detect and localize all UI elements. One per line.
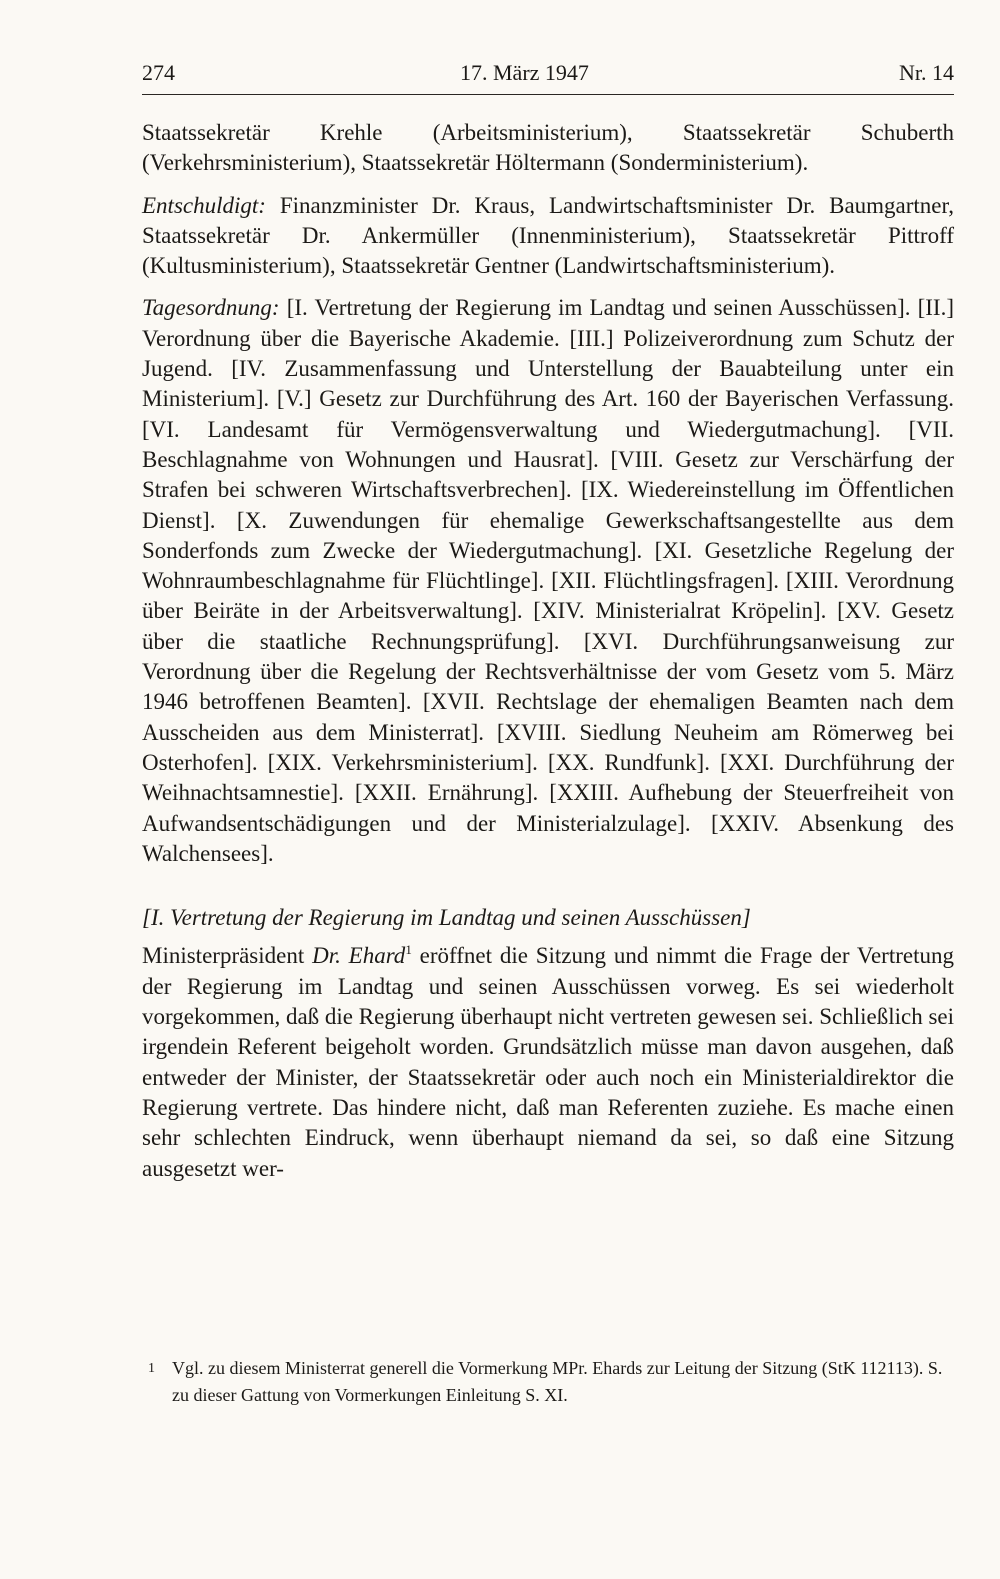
excused-paragraph: [142, 191, 954, 282]
section-heading-text: [I. Vertretung der Regierung im Landtag und seinen Ausschüssen]: [142, 905, 751, 931]
excused-label: Entschuldigt:: [142, 192, 266, 218]
speaker-name: Dr. Ehard: [312, 943, 406, 969]
header-rule: [142, 94, 954, 95]
agenda-text: [I. Vertretung der Regierung im Landtag und seinen Ausschüssen]. [II.] Verordnung über die Bayerische Akademie. [III.] Polizeiverordnung zum Schutz der Jugend. [IV. Zusammenfassung und Unterstellung der Bauabteilung unter ein Ministerium]. [V.] Gesetz zur Durchführung des Art. 160 der Bayerischen Verfassung. [VI. Landesamt für Vermögensverwaltung und Wiedergutmachung]. [VII. Beschlagnahme von Wohnungen und Hausrat]. [VIII. Gesetz zur Verschärfung der Strafen bei schweren Wirtschaftsverbrechen]. [IX. Wiedereinstellung im Öffentlichen Dienst]. [X. Zuwendungen für ehemalige Gewerkschaftsangestellte aus dem Sonderfonds zum Zwecke der Wiedergutmachung]. [XI. Gesetzliche Regelung der Wohnraumbeschlagnahme für Flüchtlinge]. [XII. Flüchtlingsfragen]. [XIII. Verordnung über Beiräte in der Arbeitsverwaltung]. [XIV. Ministerialrat Kröpelin]. [XV. Gesetz über die staatliche Rechnungsprüfung]. [XVI. Durchführungsanweisung zur Verordnung über die Regelung der Rechtsverhältnisse der vom Gesetz vom 5. März 1946 betroffenen Beamten]. [XVII. Rechtslage der ehemaligen Beamten nach dem Ausscheiden aus dem Ministerrat]. [XVIII. Siedlung Neuheim am Römerweg bei Osterhofen]. [XIX. Verkehrsministerium]. [XX. Rundfunk]. [XXI. Durchführung der Weihnachtsamnestie]. [XXII. Ernährung]. [XXIII. Aufhebung der Steuerfreiheit von Aufwandsentschädigungen und der Ministerialzulage]. [XXIV. Absenkung des Walchensees].: [142, 295, 955, 866]
excused-text: Finanzminister Dr. Kraus, Landwirtschaftsminister Dr. Baumgartner, Staatssekretär Dr. Ankermüller (Innenministerium), Staatssekretär Pittroff (Kultusministerium), Staatssekretär Gentner (Landwirtschaftsministerium).: [142, 192, 955, 279]
agenda-label: Tagesordnung:: [142, 295, 280, 321]
section-paragraph: [142, 941, 954, 1183]
section-text-after: eröffnet die Sitzung und nimmt die Frage der Vertretung der Regierung im Landtag und seinen Ausschüssen vorweg. Es sei wiederholt vorgekommen, daß die Regierung überhaupt nicht vertreten gewesen sei. Schließlich sei irgendein Referent beigeholt worden. Grundsätzlich müsse man davon ausgehen, daß entweder der Minister, der Staatssekretär oder auch noch ein Ministerialdirektor die Regierung vertrete. Das hindere nicht, daß man Referenten zuziehe. Es mache einen sehr schlechten Eindruck, wenn überhaupt niemand da sei, so daß eine Sitzung ausgesetzt wer-: [142, 943, 954, 1181]
header-date: 17. März 1947: [460, 60, 589, 85]
footnote-number: 1: [148, 1361, 155, 1376]
section-heading: [142, 903, 954, 933]
main-text: [142, 118, 954, 1196]
page-number: 274: [142, 60, 175, 85]
running-header: [142, 60, 954, 92]
section-text-before: Ministerpräsident: [142, 943, 313, 969]
footnote: [142, 1355, 954, 1409]
attendees-paragraph: [142, 118, 954, 179]
footnote-text: Vgl. zu diesem Ministerrat generell die Vormerkung MPr. Ehards zur Leitung der Sitzung (StK 112113). S. zu dieser Gattung von Vormerkungen Einleitung S. XI.: [172, 1358, 943, 1405]
footnote-reference: 1: [405, 942, 412, 958]
agenda-paragraph: [142, 293, 954, 869]
attendees-text: Staatssekretär Krehle (Arbeitsministerium), Staatssekretär Schuberth (Verkehrsministerium), Staatssekretär Höltermann (Sonderministerium).: [142, 120, 954, 176]
document-number: Nr. 14: [899, 60, 954, 85]
